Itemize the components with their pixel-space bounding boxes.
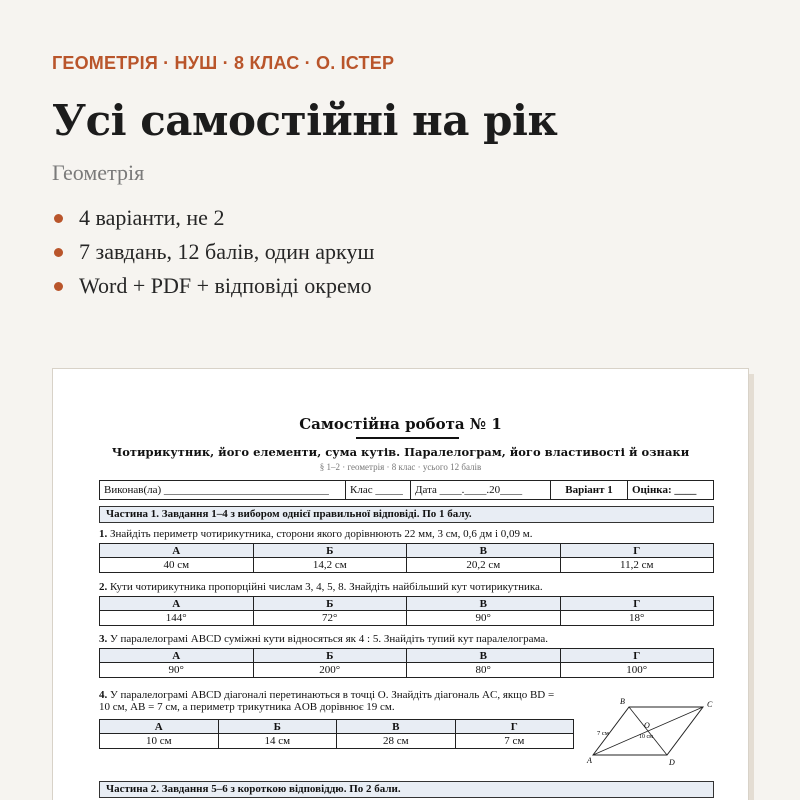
parallelogram-figure <box>579 695 719 767</box>
feature-item: Word + PDF + відповіді окремо <box>54 269 374 303</box>
worksheet-title: Самостійна робота № 1 <box>299 415 502 433</box>
bullet-dot-icon <box>54 248 63 257</box>
side-length-label: 7 см <box>597 730 609 737</box>
worksheet-preview <box>52 368 749 800</box>
question-2: 2. Кути чотирикутника пропорційні числам 3, 4, 5, 8. Знайдіть найбільший кут чотирикутника. <box>99 581 543 593</box>
mark-field: Оцінка: ____ <box>632 484 697 496</box>
feature-list <box>54 201 374 303</box>
course-kicker: ГЕОМЕТРІЯ · НУШ · 8 КЛАС · О. ІСТЕР <box>52 53 395 73</box>
part1-header: Частина 1. Завдання 1–4 з вибором однієї правильної відповіді. По 1 балу. <box>99 506 714 523</box>
question-3: 3. У паралелограмі ABCD суміжні кути відносяться як 4 : 5. Знайдіть тупий кут паралелограма. <box>99 633 549 645</box>
vertex-a-label: A <box>587 756 592 765</box>
question-4: 4. У паралелограмі ABCD діагоналі перетинаються в точці O. Знайдіть діагональ AC, якщо BD = 10 см, AB = 7 см, а периметр трикутника AOB дорівнює 19 см. <box>99 689 555 713</box>
options-table-2: А Б В Г 144° 72° 90° 18° <box>99 596 714 626</box>
page-title: Усі самостійні на рік <box>52 96 558 145</box>
center-o-label: O <box>644 721 650 730</box>
options-table-3: А Б В Г 90° 200° 80° 100° <box>99 648 714 678</box>
feature-item: 7 завдань, 12 балів, один аркуш <box>54 235 374 269</box>
bullet-dot-icon <box>54 282 63 291</box>
bullet-dot-icon <box>54 214 63 223</box>
diagonal-length-label: 10 см <box>639 734 653 740</box>
question-1: 1. Знайдіть периметр чотирикутника, сторони якого дорівнюють 22 мм, 3 см, 0,6 дм і 0,09 м. <box>99 528 533 540</box>
name-field: Виконав(ла) ______________________________ <box>100 481 346 499</box>
subject-subtitle: Геометрія <box>52 160 145 185</box>
part2-header: Частина 2. Завдання 5–6 з короткою відповіддю. По 2 бали. <box>99 781 714 798</box>
diagonal-bd <box>629 707 667 755</box>
student-info-row <box>99 480 714 500</box>
worksheet-topic: Чотирикутник, його елементи, сума кутів. Паралелограм, його властивості й ознаки <box>111 445 690 459</box>
options-table-1: А Б В Г 40 см 14,2 см 20,2 см 11,2 см <box>99 543 714 573</box>
title-underline <box>356 437 459 439</box>
date-field: Дата ____.____.20____ <box>411 481 551 499</box>
vertex-d-label: D <box>669 758 675 767</box>
worksheet-meta: § 1–2 · геометрія · 8 клас · усього 12 балів <box>319 462 482 472</box>
variant-label: Варіант 1 <box>551 481 628 499</box>
class-field: Клас _____ <box>346 481 411 499</box>
feature-item: 4 варіанти, не 2 <box>54 201 374 235</box>
vertex-b-label: B <box>620 697 625 706</box>
vertex-c-label: C <box>707 700 713 709</box>
options-table-4: А Б В Г 10 см 14 см 28 см 7 см <box>99 719 574 749</box>
